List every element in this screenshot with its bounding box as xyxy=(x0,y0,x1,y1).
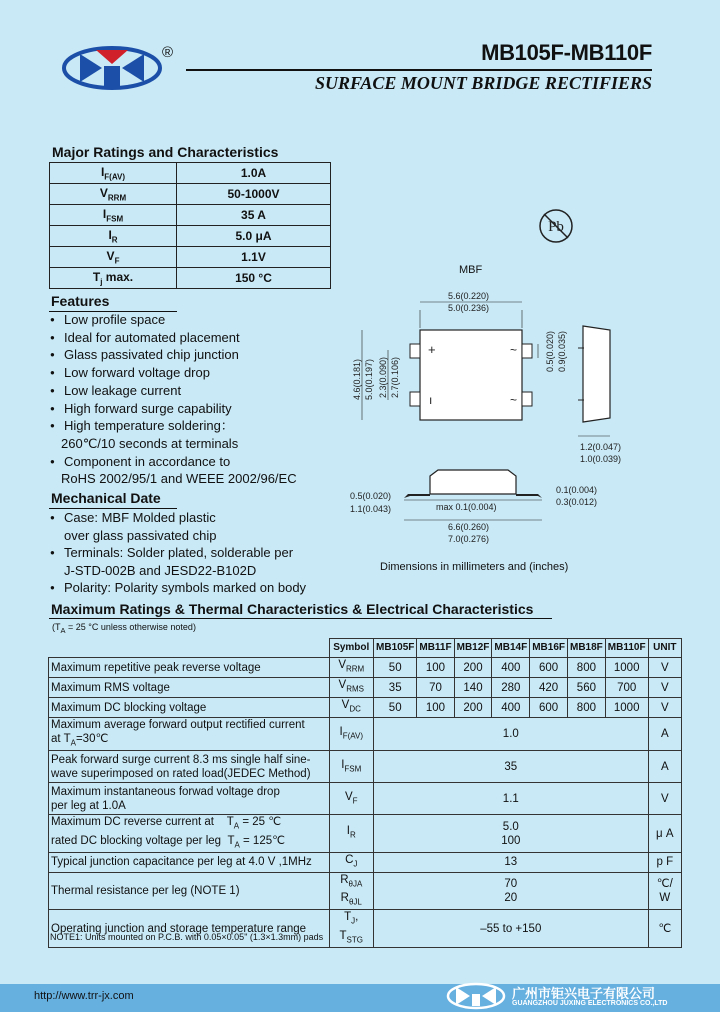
value-cell: 600 xyxy=(530,698,568,718)
page-title: MB105F-MB110F xyxy=(481,40,652,65)
pb-text: Pb xyxy=(548,219,564,235)
column-header: MB110F xyxy=(605,639,648,658)
mechanical-list xyxy=(49,509,349,597)
column-header: UNIT xyxy=(648,639,681,658)
dim-label: 0.3(0.012) xyxy=(556,497,598,507)
value-cell: 400 xyxy=(492,698,530,718)
minus-mark: ı xyxy=(429,393,433,407)
value-cell: 35 xyxy=(374,751,649,783)
website-link[interactable]: http://www.trr-jx.com xyxy=(34,990,134,1002)
dim-label: 0.9(0.035) xyxy=(557,330,567,372)
symbol-cell: $V_{DC}$ xyxy=(329,698,374,718)
value-cell: 700 xyxy=(605,678,648,698)
symbol-sub: F xyxy=(114,256,120,266)
value-cell: 70 20 xyxy=(374,872,649,910)
symbol: I xyxy=(108,227,112,242)
value: 5.0 μA xyxy=(177,226,331,247)
value-cell: 200 xyxy=(454,658,492,678)
value-cell: 1000 xyxy=(605,698,648,718)
list-item: ● Low leakage current xyxy=(49,382,349,400)
package-drawing xyxy=(348,288,648,550)
symbol: V xyxy=(99,185,108,200)
param-cell: Maximum repetitive peak reverse voltage xyxy=(49,658,330,678)
table-row xyxy=(49,718,682,751)
list-item: ● Low profile space xyxy=(49,311,349,329)
value-cell: 560 xyxy=(568,678,606,698)
value-cell: 5.0 100 xyxy=(374,815,649,853)
list-item: ● Ideal for automated placement xyxy=(49,329,349,347)
dim-label: 6.6(0.260) xyxy=(448,522,490,532)
param-cell: Maximum DC blocking voltage xyxy=(49,698,330,718)
list-item: ● Terminals: Solder plated, solderable per xyxy=(49,544,349,562)
unit-cell: ℃ xyxy=(648,910,681,948)
column-header: MB18F xyxy=(568,639,606,658)
param-cell: Thermal resistance per leg (NOTE 1) xyxy=(49,872,330,910)
features-heading: Features xyxy=(51,293,110,309)
param-cell: Maximum instantaneous forwad voltage drop per leg at 1.0A xyxy=(49,783,330,815)
title-rule xyxy=(186,69,652,71)
param-cell: Maximum RMS voltage xyxy=(49,678,330,698)
table-row xyxy=(50,184,331,205)
value-cell: 1000 xyxy=(605,658,648,678)
value: 1.1V xyxy=(177,247,331,268)
value: 150 °C xyxy=(177,268,331,289)
param-cell: Operating junction and storage temperature range xyxy=(49,910,330,948)
dim-label: 0.5(0.020) xyxy=(350,491,392,501)
list-item-continued: over glass passivated chip xyxy=(64,527,217,543)
dim-label: 2.3(0.090) xyxy=(378,356,388,398)
list-item-continued: 260℃/10 seconds at terminals xyxy=(61,435,239,451)
value-cell: –55 to +150 xyxy=(374,910,649,948)
value-cell: 400 xyxy=(492,658,530,678)
symbol-cell: $V_{RMS}$ xyxy=(329,678,374,698)
table-row xyxy=(49,872,682,910)
value-cell: 800 xyxy=(568,658,606,678)
unit-cell: A xyxy=(648,751,681,783)
table-row xyxy=(49,751,682,783)
list-item: ● Low forward voltage drop xyxy=(49,364,349,382)
dim-label: 1.0(0.039) xyxy=(580,454,622,464)
features-list xyxy=(49,311,349,488)
value-cell: 100 xyxy=(417,658,454,678)
body-front-view xyxy=(430,470,516,494)
symbol-cell: $T_J$, $T_{STG}$ xyxy=(329,910,374,948)
symbol-sub: FSM xyxy=(106,214,124,224)
dim-label: 4.6(0.181) xyxy=(352,358,362,400)
symbol-cell: $C_J$ xyxy=(329,852,374,872)
param-cell: Typical junction capacitance per leg at 4.0 V ,1MHz xyxy=(49,852,330,872)
package-label: MBF xyxy=(459,264,483,276)
value-cell: 35 xyxy=(374,678,417,698)
value: 50-1000V xyxy=(177,184,331,205)
column-header: MB11F xyxy=(417,639,454,658)
table-row xyxy=(50,226,331,247)
list-item: ● High forward surge capability xyxy=(49,400,349,418)
table-row xyxy=(50,163,331,184)
registered-mark: ® xyxy=(162,44,174,61)
unit-cell: p F xyxy=(648,852,681,872)
table-row xyxy=(49,698,682,718)
table-row xyxy=(49,678,682,698)
value-cell: 600 xyxy=(530,658,568,678)
company-name-cn: 广州市钜兴电子有限公司 xyxy=(512,986,656,1001)
value-cell: 800 xyxy=(568,698,606,718)
param-cell: Peak forward surge current 8.3 ms single half sine- wave superimposed on rated load(JEDEC Method) xyxy=(49,751,330,783)
dim-label: 7.0(0.276) xyxy=(448,534,490,544)
table-header-row xyxy=(49,639,682,658)
dim-label: 5.0(0.197) xyxy=(364,358,374,400)
list-item: ● Case: MBF Molded plastic xyxy=(49,509,349,527)
column-header: MB14F xyxy=(492,639,530,658)
param-cell: Maximum DC reverse current at $T_A = 25$ ℃ rated DC blocking voltage per leg $T_A$ = 125℃ xyxy=(49,815,330,853)
lead-free-icon xyxy=(538,208,574,244)
table-row xyxy=(50,247,331,268)
symbol-cell: $I_R$ xyxy=(329,815,374,853)
column-header: MB12F xyxy=(454,639,492,658)
list-item-continued: J-STD-002B and JESD22-B102D xyxy=(64,562,257,578)
table-row xyxy=(49,783,682,815)
symbol-cell: $I_{F(AV)}$ xyxy=(329,718,374,751)
dim-label: 1.1(0.043) xyxy=(350,504,392,514)
value-cell: 1.0 xyxy=(374,718,649,751)
table-row xyxy=(50,205,331,226)
value: 35 A xyxy=(177,205,331,226)
symbol-cell: $I_{FSM}$ xyxy=(329,751,374,783)
symbol: T xyxy=(92,269,101,284)
symbol-cell: $V_{RRM}$ xyxy=(329,658,374,678)
symbol: I xyxy=(102,206,107,221)
symbol-cell: $R_{\theta JA}$ $R_{\theta JL}$ xyxy=(329,872,374,910)
table-row xyxy=(49,658,682,678)
unit-cell: V xyxy=(648,678,681,698)
param-cell: Maximum average forward output rectified current at $T_A=30℃$ xyxy=(49,718,330,751)
value: 1.0A xyxy=(177,163,331,184)
body-side-view xyxy=(583,326,610,422)
unit-cell: μ A xyxy=(648,815,681,853)
page-subtitle: SURFACE MOUNT BRIDGE RECTIFIERS xyxy=(315,73,652,93)
value-cell: 200 xyxy=(454,698,492,718)
symbol-sub: j xyxy=(100,277,103,287)
footer-logo xyxy=(446,982,506,1010)
ac-mark: ~ xyxy=(510,343,518,357)
column-header: MB105F xyxy=(374,639,417,658)
value-cell: 140 xyxy=(454,678,492,698)
dim-label: 1.2(0.047) xyxy=(580,442,622,452)
table-row xyxy=(50,268,331,289)
unit-cell: V xyxy=(648,698,681,718)
dim-label: 0.1(0.004) xyxy=(556,485,598,495)
value-cell: 13 xyxy=(374,852,649,872)
symbol-sub: F(AV) xyxy=(104,172,126,182)
symbol-suffix: max. xyxy=(102,269,134,284)
lead xyxy=(410,392,420,406)
dim-label: 5.0(0.236) xyxy=(448,303,490,313)
symbol-sub: RRM xyxy=(107,193,127,203)
max-ratings-heading: Maximum Ratings & Thermal Characteristics & Electrical Characteristics xyxy=(51,601,534,617)
dim-label: 2.7(0.106) xyxy=(390,356,400,398)
column-header: Symbol xyxy=(329,639,374,658)
dim-label: 5.6(0.220) xyxy=(448,291,490,301)
plus-mark: + xyxy=(428,342,436,357)
value-cell: 50 xyxy=(374,698,417,718)
symbol: V xyxy=(106,248,115,263)
value-cell: 70 xyxy=(417,678,454,698)
value-cell: 1.1 xyxy=(374,783,649,815)
company-name-en: GUANGZHOU JUXING ELECTRONICS CO.,LTD xyxy=(512,1000,668,1007)
unit-cell: ℃/ W xyxy=(648,872,681,910)
list-item: ● High temperature soldering： xyxy=(49,417,349,435)
major-ratings-table xyxy=(49,162,331,289)
column-header: MB16F xyxy=(530,639,568,658)
lead xyxy=(522,344,532,358)
symbol-sub: R xyxy=(111,235,118,245)
unit-cell: V xyxy=(648,783,681,815)
table-row xyxy=(49,852,682,872)
unit-cell: A xyxy=(648,718,681,751)
max-ratings-table xyxy=(48,638,682,948)
value-cell: 50 xyxy=(374,658,417,678)
list-item: ● Polarity: Polarity symbols marked on body xyxy=(49,579,349,597)
company-logo xyxy=(62,46,162,90)
value-cell: 100 xyxy=(417,698,454,718)
dimension-note: Dimensions in millimeters and (inches) xyxy=(380,561,569,573)
lead xyxy=(522,392,532,406)
ambient-note: ($T_A = 25$ °C unless otherwise noted) xyxy=(52,622,196,635)
table-note: NOTE1: Units mounted on P.C.B. with 0.05×0.05" (1.3×1.3mm) pads xyxy=(50,932,324,942)
list-item-continued: RoHS 2002/95/1 and WEEE 2002/96/EC xyxy=(61,471,297,487)
table-row xyxy=(49,815,682,853)
lead xyxy=(410,344,420,358)
symbol: I xyxy=(100,164,105,179)
max-ratings-underline xyxy=(49,618,552,619)
value-cell: 420 xyxy=(530,678,568,698)
major-ratings-heading: Major Ratings and Characteristics xyxy=(52,144,279,160)
list-item: ● Component in accordance to xyxy=(49,453,349,471)
value-cell: 280 xyxy=(492,678,530,698)
dim-label: 0.5(0.020) xyxy=(545,330,555,372)
mechanical-heading: Mechanical Date xyxy=(51,490,161,506)
ac-mark: ~ xyxy=(510,393,518,407)
symbol-cell: $V_F$ xyxy=(329,783,374,815)
list-item: ● Glass passivated chip junction xyxy=(49,346,349,364)
unit-cell: V xyxy=(648,658,681,678)
dim-label: max 0.1(0.004) xyxy=(436,502,497,512)
